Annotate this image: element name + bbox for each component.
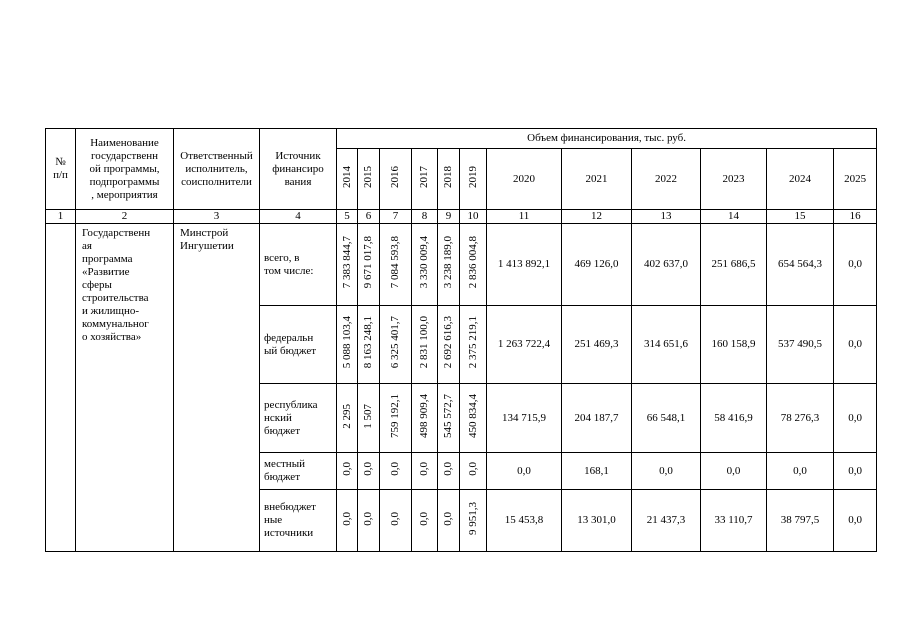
year-label: 2014 — [340, 166, 353, 188]
value-cell-2023 — [701, 453, 767, 490]
value-text: 0,0 — [418, 462, 430, 476]
value-cell-2017 — [412, 490, 438, 552]
value-cell-2020 — [487, 224, 562, 306]
value-text: 498 909,4 — [418, 394, 430, 438]
value-text: 0,0 — [442, 462, 454, 476]
value-cell-2020 — [487, 453, 562, 490]
value-cell-2024 — [767, 490, 834, 552]
value-cell-2016 — [380, 306, 412, 384]
value-text: 3 330 009,4 — [418, 236, 430, 289]
value-cell-2020 — [487, 306, 562, 384]
value-text: 402 637,0 — [644, 258, 688, 270]
financing-table — [45, 128, 877, 552]
year-header-2014 — [337, 149, 358, 210]
value-cell-2014 — [337, 306, 358, 384]
value-cell-2024 — [767, 384, 834, 453]
column-number: 12 — [562, 210, 632, 224]
header-responsible-label: Ответственный исполнитель, соисполнители — [180, 149, 253, 188]
value-text: 0,0 — [389, 462, 401, 476]
value-cell-2023 — [701, 384, 767, 453]
column-number: 3 — [174, 210, 260, 224]
year-header-2019 — [460, 149, 487, 210]
value-cell-2014 — [337, 384, 358, 453]
value-cell-2022 — [632, 490, 701, 552]
value-text: 134 715,9 — [502, 411, 546, 424]
value-text: 537 490,5 — [778, 338, 822, 350]
value-text: 2 295 — [340, 403, 353, 429]
program-name: Государственн ая программа «Развитие сферы строительства и жилищно- коммунальног о хозяйства» — [76, 224, 174, 552]
header-source — [260, 129, 337, 210]
value-cell-2019 — [460, 490, 487, 552]
value-text: 160 158,9 — [711, 338, 756, 350]
value-text: 0,0 — [848, 514, 862, 526]
value-cell-2022 — [632, 384, 701, 453]
value-text: 3 238 189,0 — [442, 236, 454, 289]
value-cell-2018 — [438, 384, 460, 453]
value-cell-2016 — [380, 490, 412, 552]
value-text: 204 187,7 — [574, 411, 619, 424]
value-cell-2015 — [358, 384, 380, 453]
year-label: 2023 — [722, 172, 745, 185]
value-cell-2018 — [438, 306, 460, 384]
value-cell-2018 — [438, 453, 460, 490]
value-cell-2021 — [562, 490, 632, 552]
column-number: 16 — [834, 210, 877, 224]
value-text: 0,0 — [659, 464, 673, 477]
value-cell-2015 — [358, 453, 380, 490]
column-number: 1 — [46, 210, 76, 224]
responsible-executor: Минстрой Ингушетии — [174, 224, 260, 552]
value-cell-2021 — [562, 224, 632, 306]
value-text: 1 413 892,1 — [497, 258, 551, 270]
value-text: 450 834,4 — [466, 394, 479, 438]
value-cell-2015 — [358, 490, 380, 552]
value-text: 9 951,3 — [466, 502, 479, 535]
funding-source: местный бюджет — [260, 453, 337, 490]
year-header-2024 — [767, 149, 834, 210]
year-header-2018 — [438, 149, 460, 210]
year-label: 2024 — [789, 172, 811, 185]
value-text: 0,0 — [848, 411, 862, 424]
value-text: 545 572,7 — [442, 394, 454, 438]
header-name-label: Наименование государственн ой программы, подпрограммы , мероприятия — [89, 136, 160, 201]
column-number: 5 — [337, 210, 358, 224]
value-cell-2023 — [701, 306, 767, 384]
value-text: 251 686,5 — [711, 258, 756, 270]
value-text: 6 325 401,7 — [389, 316, 401, 369]
value-text: 1 263 722,4 — [497, 338, 551, 350]
value-text: 7 383 844,7 — [340, 236, 353, 289]
column-number: 6 — [358, 210, 380, 224]
year-header-2022 — [632, 149, 701, 210]
value-cell-2023 — [701, 224, 767, 306]
column-number: 2 — [76, 210, 174, 224]
value-cell-2017 — [412, 453, 438, 490]
value-text: 0,0 — [340, 462, 353, 476]
value-text: 0,0 — [848, 338, 862, 350]
year-label: 2025 — [844, 172, 867, 185]
value-text: 251 469,3 — [574, 338, 619, 350]
year-label: 2021 — [585, 172, 608, 185]
value-text: 8 163 248,1 — [362, 316, 374, 369]
column-number: 13 — [632, 210, 701, 224]
value-text: 0,0 — [442, 511, 454, 526]
value-cell-2017 — [412, 224, 438, 306]
value-cell-2018 — [438, 224, 460, 306]
column-number: 9 — [438, 210, 460, 224]
value-cell-2024 — [767, 224, 834, 306]
value-cell-2021 — [562, 453, 632, 490]
header-responsible — [174, 129, 260, 210]
value-cell-2022 — [632, 306, 701, 384]
value-text: 0,0 — [340, 511, 353, 526]
value-cell-2020 — [487, 384, 562, 453]
value-cell-2019 — [460, 453, 487, 490]
value-text: 654 564,3 — [778, 258, 822, 270]
header-number — [46, 129, 76, 210]
year-label: 2019 — [466, 166, 479, 188]
value-text: 469 126,0 — [574, 258, 619, 270]
value-text: 2 375 219,1 — [466, 316, 479, 369]
value-text: 66 548,1 — [646, 411, 686, 424]
value-text: 1 507 — [362, 403, 374, 429]
value-text: 5 088 103,4 — [340, 316, 353, 369]
value-text: 0,0 — [517, 464, 531, 477]
value-text: 7 084 593,8 — [389, 236, 401, 289]
value-cell-2017 — [412, 384, 438, 453]
funding-source: внебюджет ные источники — [260, 490, 337, 552]
value-text: 0,0 — [848, 464, 862, 477]
year-header-2016 — [380, 149, 412, 210]
funding-source: всего, в том числе: — [260, 224, 337, 306]
value-text: 0,0 — [726, 464, 741, 477]
value-cell-2021 — [562, 384, 632, 453]
value-cell-2024 — [767, 453, 834, 490]
row-number-cell — [46, 224, 76, 552]
value-cell-2023 — [701, 490, 767, 552]
year-header-2025 — [834, 149, 877, 210]
column-number: 10 — [460, 210, 487, 224]
funding-source: федеральн ый бюджет — [260, 306, 337, 384]
value-cell-2019 — [460, 224, 487, 306]
value-cell-2022 — [632, 224, 701, 306]
year-header-2021 — [562, 149, 632, 210]
value-text: 78 276,3 — [780, 411, 820, 424]
column-number: 11 — [487, 210, 562, 224]
value-cell-2019 — [460, 306, 487, 384]
value-text: 0,0 — [848, 258, 862, 270]
header-volume: Объем финансирования, тыс. руб. — [337, 129, 877, 149]
value-text: 0,0 — [418, 511, 430, 526]
value-text: 2 692 616,3 — [442, 316, 454, 369]
value-cell-2025 — [834, 490, 877, 552]
value-text: 0,0 — [362, 511, 374, 526]
column-number: 4 — [260, 210, 337, 224]
year-label: 2016 — [389, 166, 401, 188]
value-cell-2014 — [337, 490, 358, 552]
year-label: 2022 — [655, 172, 677, 185]
value-text: 9 671 017,8 — [362, 236, 374, 289]
year-label: 2015 — [362, 166, 374, 188]
year-header-2023 — [701, 149, 767, 210]
value-text: 13 301,0 — [577, 514, 616, 526]
value-text: 58 416,9 — [714, 411, 753, 424]
column-number: 14 — [701, 210, 767, 224]
value-text: 21 437,3 — [646, 514, 686, 526]
value-cell-2025 — [834, 306, 877, 384]
value-cell-2015 — [358, 224, 380, 306]
funding-source: республика нский бюджет — [260, 384, 337, 453]
value-text: 2 831 100,0 — [418, 316, 430, 369]
value-cell-2015 — [358, 306, 380, 384]
value-cell-2016 — [380, 224, 412, 306]
table-row — [46, 224, 877, 306]
value-cell-2019 — [460, 384, 487, 453]
value-cell-2025 — [834, 384, 877, 453]
year-label: 2018 — [442, 166, 454, 188]
value-cell-2021 — [562, 306, 632, 384]
value-cell-2016 — [380, 453, 412, 490]
value-text: 0,0 — [362, 462, 374, 476]
value-text: 2 836 004,8 — [466, 236, 479, 289]
year-header-2020 — [487, 149, 562, 210]
year-label: 2017 — [418, 166, 430, 188]
header-number-label: № п/п — [53, 156, 68, 181]
value-cell-2025 — [834, 453, 877, 490]
column-number: 8 — [412, 210, 438, 224]
value-text: 15 453,8 — [504, 514, 544, 526]
column-number: 7 — [380, 210, 412, 224]
value-cell-2025 — [834, 224, 877, 306]
value-text: 0,0 — [466, 462, 479, 476]
value-text: 314 651,6 — [644, 338, 688, 350]
value-cell-2018 — [438, 490, 460, 552]
value-cell-2024 — [767, 306, 834, 384]
value-cell-2017 — [412, 306, 438, 384]
column-number: 15 — [767, 210, 834, 224]
value-text: 33 110,7 — [714, 514, 753, 526]
value-cell-2022 — [632, 453, 701, 490]
value-cell-2016 — [380, 384, 412, 453]
value-text: 759 192,1 — [389, 394, 401, 438]
value-text: 168,1 — [584, 464, 609, 477]
value-cell-2014 — [337, 224, 358, 306]
header-name — [76, 129, 174, 210]
year-label: 2020 — [513, 172, 535, 185]
value-text: 0,0 — [389, 511, 401, 526]
value-text: 38 797,5 — [780, 514, 820, 526]
value-cell-2020 — [487, 490, 562, 552]
year-header-2015 — [358, 149, 380, 210]
year-header-2017 — [412, 149, 438, 210]
value-text: 0,0 — [793, 464, 807, 477]
value-cell-2014 — [337, 453, 358, 490]
header-source-label: Источник финансиро вания — [272, 149, 324, 188]
